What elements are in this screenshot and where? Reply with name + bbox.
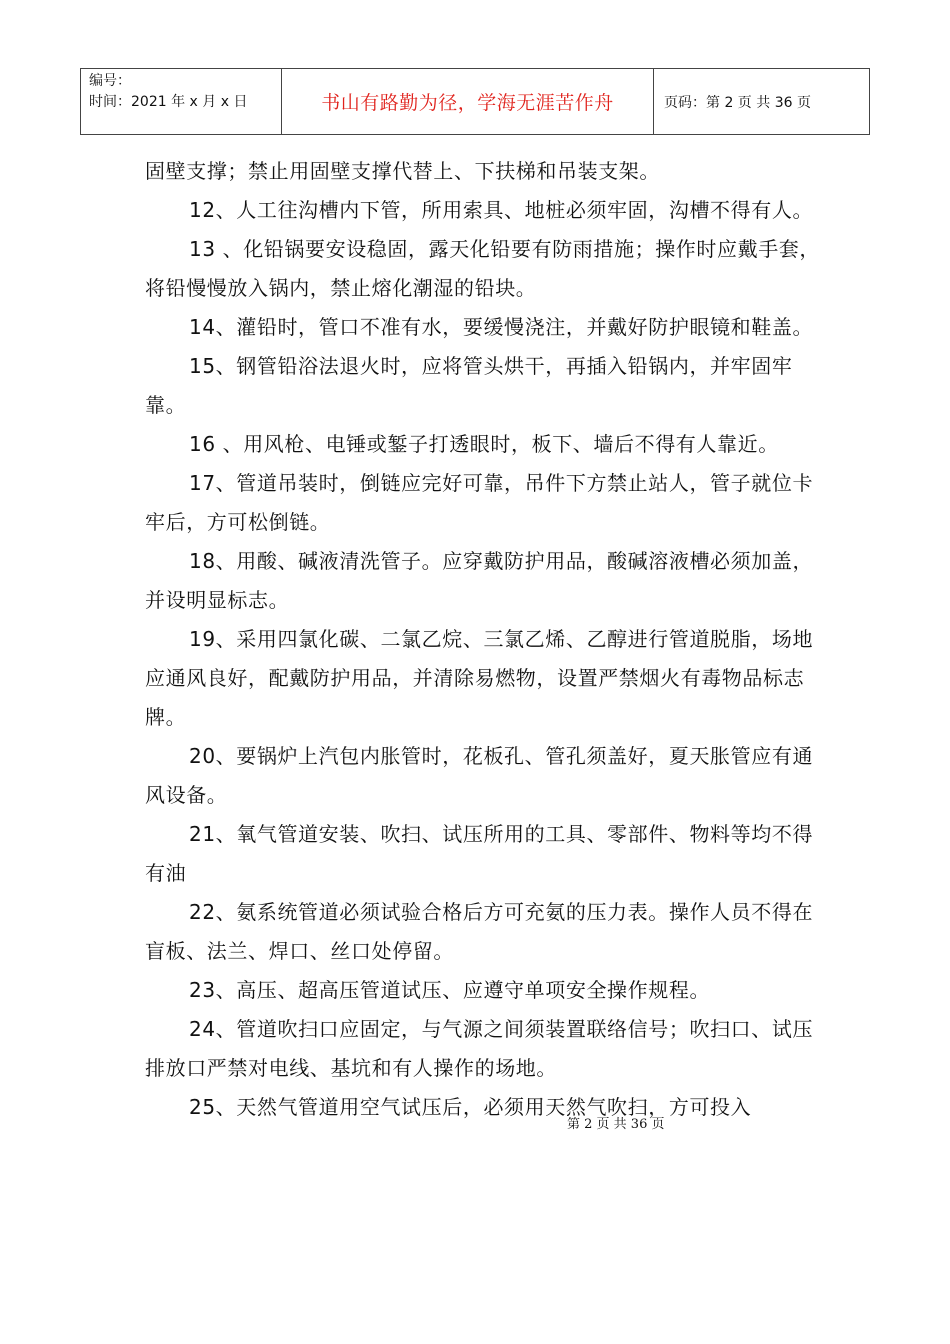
motto-text: 书山有路勤为径，学海无涯苦作舟	[321, 92, 614, 114]
paragraph: 固壁支撑；禁止用固壁支撑代替上、下扶梯和吊装支架。	[145, 159, 660, 183]
paragraph: 16 、用风枪、电锤或錾子打透眼时，板下、墙后不得有人靠近。	[189, 432, 779, 456]
document-body	[145, 152, 825, 1127]
paragraph: 17、管道吊装时，倒链应完好可靠，吊件下方禁止站人，管子就位卡牢后，方可松倒链。	[145, 471, 814, 534]
paragraph: 13 、化铅锅要安设稳固，露天化铅要有防雨措施；操作时应戴手套，将铅慢慢放入锅内，禁止熔化潮湿的铅块。	[145, 237, 821, 300]
serial-label: 编号：	[89, 73, 131, 89]
header-table	[80, 68, 870, 135]
paragraph: 24、管道吹扫口应固定，与气源之间须装置联络信号；吹扫口、试压排放口严禁对电线、基坑和有人操作的场地。	[145, 1017, 814, 1080]
page-label: 页码：第 2 页 共 36 页	[664, 94, 811, 111]
paragraph: 21、氧气管道安装、吹扫、试压所用的工具、零部件、物料等均不得有油	[145, 822, 814, 885]
header-page-cell	[654, 69, 869, 134]
date-label: 时间：2021 年 x 月 x 日	[89, 94, 248, 110]
paragraph: 12、人工往沟槽内下管，所用索具、地桩必须牢固，沟槽不得有人。	[189, 198, 814, 222]
header-motto-cell	[282, 69, 654, 134]
paragraph: 14、灌铅时，管口不准有水，要缓慢浇注，并戴好防护眼镜和鞋盖。	[189, 315, 814, 339]
paragraph: 25、天然气管道用空气试压后，必须用天然气吹扫，方可投入	[189, 1095, 752, 1119]
header-info-cell	[81, 69, 282, 134]
footer-page-number: 第 2 页 共 36 页	[567, 1117, 665, 1132]
paragraph: 22、氨系统管道必须试验合格后方可充氨的压力表。操作人员不得在盲板、法兰、焊口、丝口处停留。	[145, 900, 814, 963]
paragraph: 20、要锅炉上汽包内胀管时，花板孔、管孔须盖好，夏天胀管应有通风设备。	[145, 744, 814, 807]
paragraph: 19、采用四氯化碳、二氯乙烷、三氯乙烯、乙醇进行管道脱脂，场地应通风良好，配戴防护用品，并清除易燃物，设置严禁烟火有毒物品标志牌。	[145, 627, 814, 729]
paragraph: 23、高压、超高压管道试压、应遵守单项安全操作规程。	[189, 978, 711, 1002]
paragraph: 18、用酸、碱液清洗管子。应穿戴防护用品，酸碱溶液槽必须加盖，并设明显标志。	[145, 549, 814, 612]
paragraph: 15、钢管铅浴法退火时，应将管头烘干，再插入铅锅内，并牢固牢靠。	[145, 354, 793, 417]
